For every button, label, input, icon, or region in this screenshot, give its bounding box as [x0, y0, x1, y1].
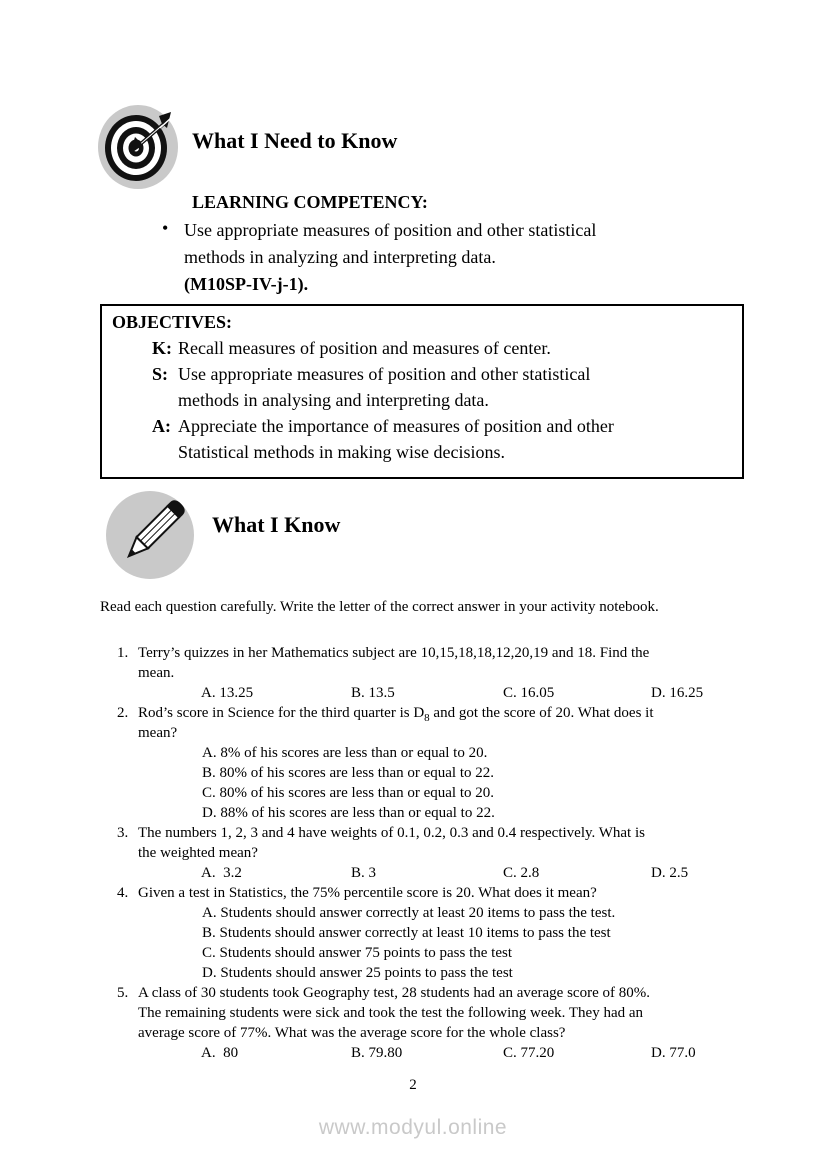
competency-line-2: methods in analyzing and interpreting data. — [184, 247, 496, 267]
question-5-number: 5. — [117, 985, 129, 1001]
question-5-line-1: A class of 30 students took Geography test, 28 students had an average score of 80%. — [138, 985, 650, 1001]
question-3-line-2: the weighted mean? — [138, 845, 258, 861]
question-4-option-a: A. Students should answer correctly at least 20 items to pass the test. — [202, 905, 616, 921]
question-2-option-d: D. 88% of his scores are less than or equal to 22. — [202, 805, 495, 821]
objective-k-line-1: Recall measures of position and measures of center. — [178, 338, 551, 358]
objective-knowledge — [152, 335, 732, 361]
pencil-icon — [104, 489, 196, 581]
question-3-option-d: D. 2.5 — [651, 865, 689, 881]
question-5-option-d: D. 77.0 — [651, 1045, 696, 1061]
question-list — [117, 643, 826, 1063]
objective-label-s: S: — [152, 364, 169, 384]
question-4-body — [138, 883, 826, 983]
question-5-line-3: average score of 77%. What was the average score for the whole class? — [138, 1025, 566, 1041]
question-1 — [117, 643, 826, 703]
target-bullseye-icon — [96, 104, 180, 190]
question-5 — [117, 983, 826, 1063]
question-1-option-a: A. 13.25 — [201, 685, 254, 701]
learning-competency-heading: LEARNING COMPETENCY: — [192, 192, 428, 212]
question-3-number: 3. — [117, 825, 129, 841]
question-4-option-b: B. Students should answer correctly at least 10 items to pass the test — [202, 925, 611, 941]
question-1-line-1: Terry’s quizzes in her Mathematics subject are 10,15,18,18,12,20,19 and 18. Find the — [138, 645, 650, 661]
question-2 — [117, 703, 826, 823]
objective-text-k — [178, 335, 551, 361]
question-4-number: 4. — [117, 885, 129, 901]
question-2-options — [138, 743, 826, 823]
question-1-number: 1. — [117, 645, 129, 661]
question-2-number: 2. — [117, 705, 129, 721]
watermark: www.modyul.online — [318, 1116, 508, 1139]
question-3-option-b: B. 3 — [351, 865, 377, 881]
question-2-line-1 — [138, 703, 826, 723]
question-4-option-c: C. Students should answer 75 points to pass the test — [202, 945, 512, 961]
section-what-i-know — [0, 479, 826, 581]
competency-code: (M10SP-IV-j-1). — [184, 274, 309, 294]
question-2-text-after-sub: and got the score of 20. What does it — [429, 705, 654, 721]
question-1-option-d: D. 16.25 — [651, 685, 704, 701]
question-2-option-b: B. 80% of his scores are less than or equal to 22. — [202, 765, 495, 781]
objective-skill — [152, 361, 732, 413]
objective-s-line-1: Use appropriate measures of position and other statistical — [178, 364, 591, 384]
question-1-line-2: mean. — [138, 665, 175, 681]
objective-a-line-1: Appreciate the importance of measures of position and other — [178, 416, 614, 436]
question-1-option-b: B. 13.5 — [351, 685, 395, 701]
question-1-options — [201, 683, 826, 703]
question-4-options — [138, 903, 826, 983]
section-title-what-i-know: What I Know — [212, 512, 341, 537]
objective-s-line-2: methods in analysing and interpreting data. — [178, 390, 489, 410]
question-5-body — [138, 983, 826, 1063]
question-4-line-1: Given a test in Statistics, the 75% percentile score is 20. What does it mean? — [138, 885, 597, 901]
page-number: 2 — [409, 1077, 417, 1093]
objective-text-a — [178, 413, 614, 465]
question-3-line-1: The numbers 1, 2, 3 and 4 have weights of 0.1, 0.2, 0.3 and 0.4 respectively. What is — [138, 825, 645, 841]
section-what-i-need-to-know — [0, 0, 826, 190]
test-instruction: Read each question carefully. Write the letter of the correct answer in your activity notebook. — [100, 599, 659, 615]
question-2-option-c: C. 80% of his scores are less than or equal to 20. — [202, 785, 495, 801]
decile-subscript: 8 — [424, 712, 430, 724]
section-title-what-i-need-to-know: What I Need to Know — [192, 128, 398, 153]
question-5-option-c: C. 77.20 — [503, 1045, 555, 1061]
question-2-text-before-sub: Rod’s score in Science for the third quarter is D — [138, 705, 425, 721]
competency-line-1: Use appropriate measures of position and other statistical — [184, 220, 597, 240]
objectives-box — [100, 304, 744, 479]
competency-bullet-item — [162, 217, 826, 298]
objective-label-a: A: — [152, 416, 171, 436]
question-5-line-2: The remaining students were sick and took the test the following week. They had an — [138, 1005, 644, 1021]
objective-label-k: K: — [152, 338, 172, 358]
question-3-option-c: C. 2.8 — [503, 865, 540, 881]
question-3 — [117, 823, 826, 883]
question-5-options — [201, 1043, 826, 1063]
question-3-options — [201, 863, 826, 883]
objective-text-s — [178, 361, 590, 413]
question-1-option-c: C. 16.05 — [503, 685, 555, 701]
question-1-body — [138, 643, 826, 703]
competency-text — [184, 217, 596, 298]
question-3-body — [138, 823, 826, 883]
question-3-option-a: A. 3.2 — [201, 865, 242, 881]
objective-a-line-2: Statistical methods in making wise decisions. — [178, 442, 505, 462]
question-2-option-a: A. 8% of his scores are less than or equal to 20. — [202, 745, 488, 761]
question-2-body — [138, 703, 826, 823]
objective-attitude — [152, 413, 732, 465]
question-5-option-a: A. 80 — [201, 1045, 239, 1061]
question-2-line-2: mean? — [138, 725, 178, 741]
bullet-marker: • — [162, 218, 169, 238]
question-5-option-b: B. 79.80 — [351, 1045, 403, 1061]
objectives-heading: OBJECTIVES: — [112, 312, 233, 332]
question-4 — [117, 883, 826, 983]
question-4-option-d: D. Students should answer 25 points to pass the test — [202, 965, 513, 981]
learning-competency-section — [162, 192, 826, 298]
